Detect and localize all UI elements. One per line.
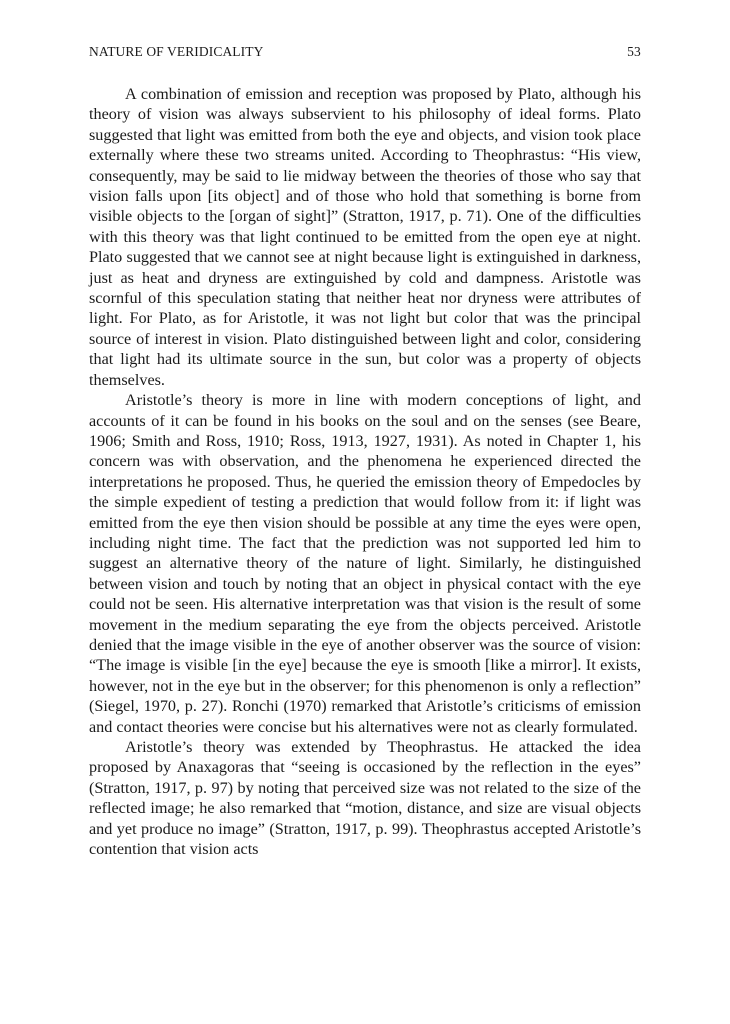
running-head xyxy=(89,44,641,64)
body-text xyxy=(89,84,641,859)
book-page xyxy=(89,44,641,859)
paragraph-aristotle: Aristotle’s theory is more in line with modern conceptions of light, and accounts of it can be found in his books on the soul and on the senses (see Beare, 1906; Smith and Ross, 1910; Ross, 1913, 1927, 1931). As noted in Chapter 1, his concern was with observation, and the phenomena he experienced directed the interpretations he proposed. Thus, he queried the emission theory of Empedocles by the simple expedient of testing a prediction that would follow from it: if light was emitted from the eye then vision should be possible at any time the eyes were open, including night time. The fact that the prediction was not supported led him to suggest an alternative theory of the nature of light. Similarly, he distinguished between vision and touch by noting that an object in physical contact with the eye could not be seen. His alternative interpretation was that vision is the result of some movement in the medium separating the eye from the objects perceived. Aristotle denied that the image visible in the eye of another observer was the source of vision: “The image is visible [in the eye] because the eye is smooth [like a mirror]. It exists, however, not in the eye but in the observer; for this phenomenon is only a reflection” (Siegel, 1970, p. 27). Ronchi (1970) remarked that Aristotle’s criticisms of emission and contact theories were concise but his alternatives were not as clearly formulated. xyxy=(89,391,641,736)
paragraph-theophrastus: Aristotle’s theory was extended by Theophrastus. He attacked the idea proposed by Anaxagoras that “seeing is occasioned by the reflection in the eyes” (Stratton, 1917, p. 97) by noting that perceived size was not related to the size of the reflected image; he also remarked that “motion, distance, and size are visual objects and yet produce no image” (Stratton, 1917, p. 99). Theophrastus accepted Aristotle’s contention that vision acts xyxy=(89,738,641,859)
running-title: NATURE OF VERIDICALITY xyxy=(89,44,264,59)
paragraph-plato: A combination of emission and reception was proposed by Plato, although his theory of vision was always subservient to his philosophy of ideal forms. Plato suggested that light was emitted from both the eye and objects, and vision took place externally where these two streams united. According to Theophrastus: “His view, consequently, may be said to lie midway between the theories of those who say that vision falls upon [its object] and of those who hold that something is borne from visible objects to the [organ of sight]” (Stratton, 1917, p. 71). One of the difficulties with this theory was that light continued to be emitted from the open eye at night. Plato suggested that we cannot see at night because light is extinguished in darkness, just as heat and dryness are extinguished by cold and dampness. Aristotle was scornful of this speculation stating that neither heat nor dryness were attributes of light. For Plato, as for Aristotle, it was not light but color that was the principal source of interest in vision. Plato distinguished between light and color, considering that light had its ultimate source in the sun, but color was a property of objects themselves. xyxy=(89,85,641,389)
page-number: 53 xyxy=(627,44,641,59)
